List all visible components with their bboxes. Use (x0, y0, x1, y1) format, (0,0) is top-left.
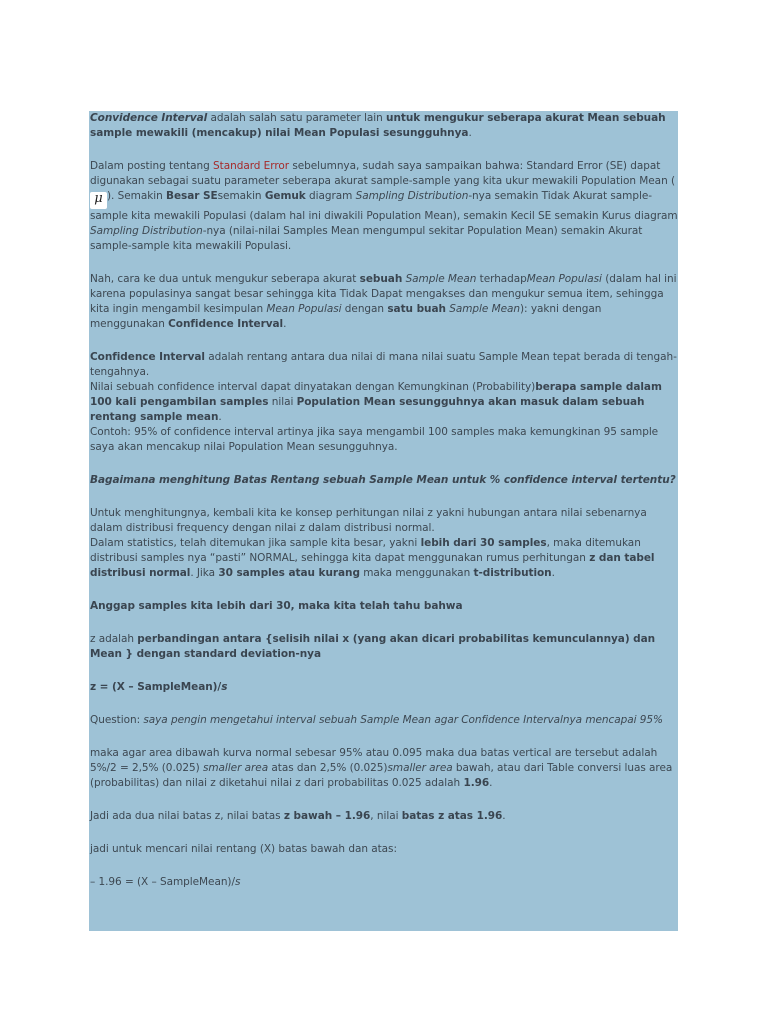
question-heading: Bagaimana menghitung Batas Rentang sebuah Sample Mean untuk % confidence interval tertentu? (90, 474, 676, 486)
paragraph-z-concept: Untuk menghitungnya, kembali kita ke konsep perhitungan nilai z yakni hubungan antara nilai sebenarnya dalam distribusi frequency dengan nilai z dalam distribusi normal. Dalam statistics, telah ditemukan jika sample kita besar, yakni lebih dari 30 samples, maka ditemukan distribusi samples nya “pasti” NORMAL, sehingga kita dapat menggunakan rumus perhitungan z dan tabel distribusi normal. Jika 30 samples atau kurang maka menggunakan t-distribution. (90, 507, 655, 579)
paragraph-assumption: Anggap samples kita lebih dari 30, maka kita telah tahu bahwa (90, 600, 463, 612)
z-formula: z = (X – SampleMean)/s (90, 681, 228, 693)
paragraph-standard-error: Dalam posting tentang Standard Error sebelumnya, sudah saya sampaikan bahwa: Standard Error (SE) dapat digunakan sebagai suatu parameter seberapa akurat sample-sample yang kita ukur mewakili Population Mean (μ ). Semakin Besar SEsemakin Gemuk diagram Sampling Distribution-nya semakin Tidak Akurat sample-sample kita mewakili Populasi (dalam hal ini diwakili Population Mean), semakin Kecil SE semakin Kurus diagram Sampling Distribution-nya (nilai-nilai Samples Mean mengumpul sekitar Population Mean) semakin Akurat sample-sample kita mewakili Populasi. (90, 160, 678, 252)
paragraph-z-bounds: Jadi ada dua nilai batas z, nilai batas z bawah – 1.96, nilai batas z atas 1.96. (90, 810, 506, 822)
paragraph-area-calculation: maka agar area dibawah kurva normal sebesar 95% atau 0.095 maka dua batas vertical are tersebut adalah 5%/2 = 2,5% (0.025) smaller area atas dan 2,5% (0.025)smaller area bawah, atau dari Table conversi luas area (probabilitas) dan nilai z diketahui nilai z dari probabilitas 0.025 adalah 1.96. (90, 747, 673, 789)
document-page (89, 111, 678, 931)
paragraph-definition: Confidence Interval adalah rentang antara dua nilai di mana nilai suatu Sample Mean tepat berada di tengah-tengahnya. Nilai sebuah confidence interval dapat dinyatakan dengan Kemungkinan (Probability)berapa sample dalam 100 kali pengambilan samples nilai Population Mean sesungguhnya akan masuk dalam sebuah rentang sample mean. Contoh: 95% of confidence interval artinya jika saya mengambil 100 samples maka kemungkinan 95 sample saya akan mencakup nilai Population Mean sesungguhnya. (90, 351, 677, 453)
paragraph-intro: Convidence Interval adalah salah satu parameter lain untuk mengukur seberapa akurat Mean sebuah sample mewakili (mencakup) nilai Mean Populasi sesungguhnya. (90, 112, 666, 139)
paragraph-second-method: Nah, cara ke dua untuk mengukur seberapa akurat sebuah Sample Mean terhadapMean Populasi (dalam hal ini karena populasinya sangat besar sehingga kita Tidak Dapat mengakses dan mengukur semua item, sehingga kita ingin mengambil kesimpulan Mean Populasi dengan satu buah Sample Mean): yakni dengan menggunakan Confidence Interval. (90, 273, 677, 330)
paragraph-range-intro: jadi untuk mencari nilai rentang (X) batas bawah dan atas: (90, 843, 397, 855)
standard-error-link[interactable]: Standard Error (213, 160, 290, 172)
paragraph-question: Question: saya pengin mengetahui interval sebuah Sample Mean agar Confidence Intervalnya mencapai 95% (90, 714, 663, 726)
paragraph-z-definition: z adalah perbandingan antara {selisih nilai x (yang akan dicari probabilitas kemunculannya) dan Mean } dengan standard deviation-nya (90, 633, 656, 660)
article-body (89, 111, 678, 890)
mu-symbol-image: μ (90, 192, 107, 209)
term-convidence-interval: Convidence Interval (90, 112, 208, 124)
lower-bound-formula: – 1.96 = (X – SampleMean)/s (90, 876, 241, 888)
